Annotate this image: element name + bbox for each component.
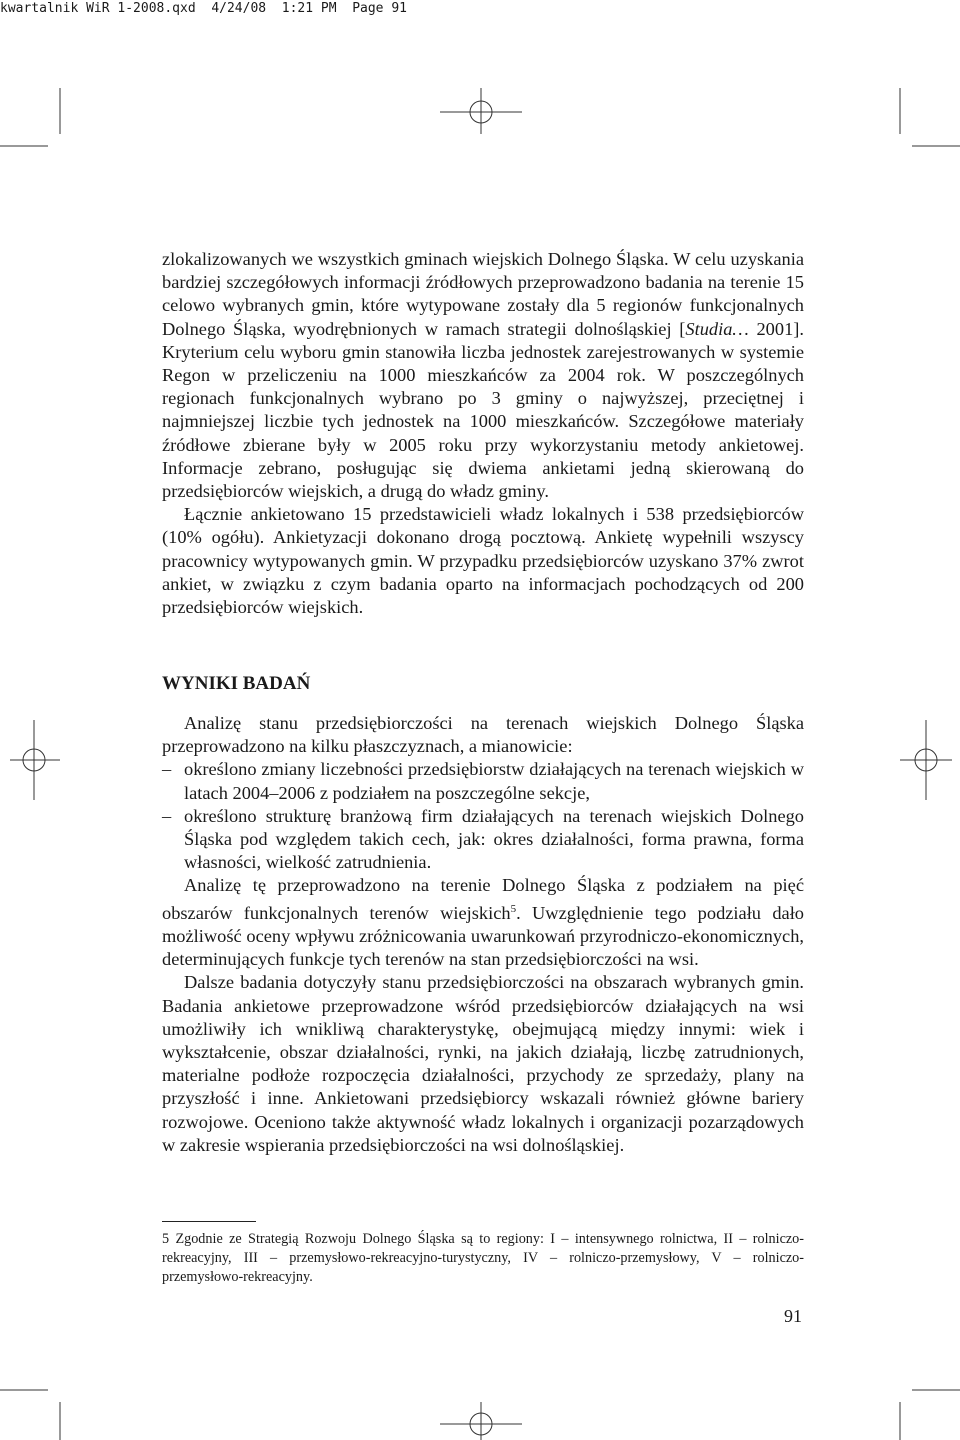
section-heading: WYNIKI BADAŃ: [162, 673, 311, 694]
paragraph: Analizę tę przeprowadzono na terenie Dolnego Śląska z podziałem na pięć obszarów funkcjonalnych terenów wiejskich$^5$. Uwzględnienie tego podziału dało możliwość oceny wpływu zróżnicowania uwarunkowań przyrodniczo-ekonomicznych, determinujących funkcje tych terenów na stan przedsiębiorczości na wsi.: [162, 875, 805, 970]
body-section: [162, 712, 804, 1157]
right-registration-mark: [900, 720, 960, 800]
file-slug: kwartalnik WiR 1-2008.qxd 4/24/08 1:21 PM Page 91: [0, 1, 407, 16]
list-item: – określono zmiany liczebności przedsiębiorstw działających na terenach wiejskich w latach 2004–2006 z podziałem na poszczególne sekcje,: [162, 758, 804, 804]
list-item: – określono strukturę branżową firm działających na terenach wiejskich Dolnego Śląska pod względem takich cech, jak: okres działalności, forma prawna, forma własności, wielkość zatrudnienia.: [162, 805, 804, 875]
footnote: 5 Zgodnie ze Strategią Rozwoju Dolnego Śląska są to regiony: I – intensywnego rolnictwa, II – rolniczo-rekreacyjny, III – przemysłowo-rekreacyjno-turystyczny, IV – rolniczo-przemysłowy, V – rolniczo-przemysłowo-rekreacyjny.: [162, 1231, 804, 1285]
paragraph: Analizę stanu przedsiębiorczości na terenach wiejskich Dolnego Śląska przeprowadzono na kilku płaszczyznach, a mianowicie:: [162, 713, 804, 757]
footnote-ref[interactable]: 5: [510, 902, 517, 915]
paragraph: zlokalizowanych we wszystkich gminach wiejskich Dolnego Śląska. W celu uzyskania bardziej szczegółowych informacji źródłowych przeprowadzono badania na terenie 15 celowo wybranych gmin, które wytypowane zostały dla 5 regionów funkcjonalnych Dolnego Śląska, wyodrębnionych w ramach strategii dolnośląskiej [Studia… 2001]. Kryterium celu wyboru gmin stanowiła liczba jednostek zarejestrowanych w systemie Regon w przeliczeniu na 1000 mieszkańców za 2004 rok. W poszczególnych regionach funkcjonalnych wybrano po 3 gminy o najwyższej, przeciętnej i najmniejszej liczbie tych jednostek na 1000 mieszkańców. Szczegółowe materiały źródłowe zbierane były w 2005 roku przy wykorzystaniu metody ankietowej. Informacje zebrano, posługując się dwiema ankietami jedną skierowaną do przedsiębiorców wiejskich, a drugą do władz gminy.: [162, 249, 804, 502]
page-number: 91: [784, 1306, 802, 1326]
dash-bullet: –: [162, 759, 172, 780]
footnote-number: 5: [162, 1231, 170, 1247]
bottom-registration-mark: [0, 1360, 960, 1440]
body-top: [162, 248, 804, 619]
left-registration-mark: [0, 720, 60, 800]
paragraph: Łącznie ankietowano 15 przedstawicieli władz lokalnych i 538 przedsiębiorców (10% ogółu). Ankietyzacji dokonano drogą pocztową. Ankietę wypełnili wszyscy pracownicy wytypowanych gmin. W przypadku przedsiębiorców uzyskano 37% zwrot ankiet, w związku z czym badania oparto na informacjach pochodzących od 200 przedsiębiorców wiejskich.: [162, 504, 804, 618]
footnote-divider: [162, 1221, 256, 1222]
top-registration-mark: [0, 0, 960, 160]
citation-italic: Studia…: [685, 318, 749, 339]
dash-bullet: –: [162, 805, 172, 826]
paragraph: Dalsze badania dotyczyły stanu przedsiębiorczości na obszarach wybranych gmin. Badania ankietowe przeprowadzone wśród przedsiębiorców działających na wsi umożliwiły ich wnikliwą charakterystykę, obejmującą między innymi: wiek i wykształcenie, obszar działalności, rynki, na jakich działają, liczbę zatrudnionych, materialne podłoże rozpoczęcia działalności, przychody ze sprzedaży, plany na przyszłość i inne. Ankietowani przedsiębiorcy wskazali również główne bariery rozwojowe. Oceniono także aktywność władz lokalnych i organizacji pozarządowych w zakresie wspierania przedsiębiorczości na wsi dolnośląskiej.: [162, 972, 804, 1155]
